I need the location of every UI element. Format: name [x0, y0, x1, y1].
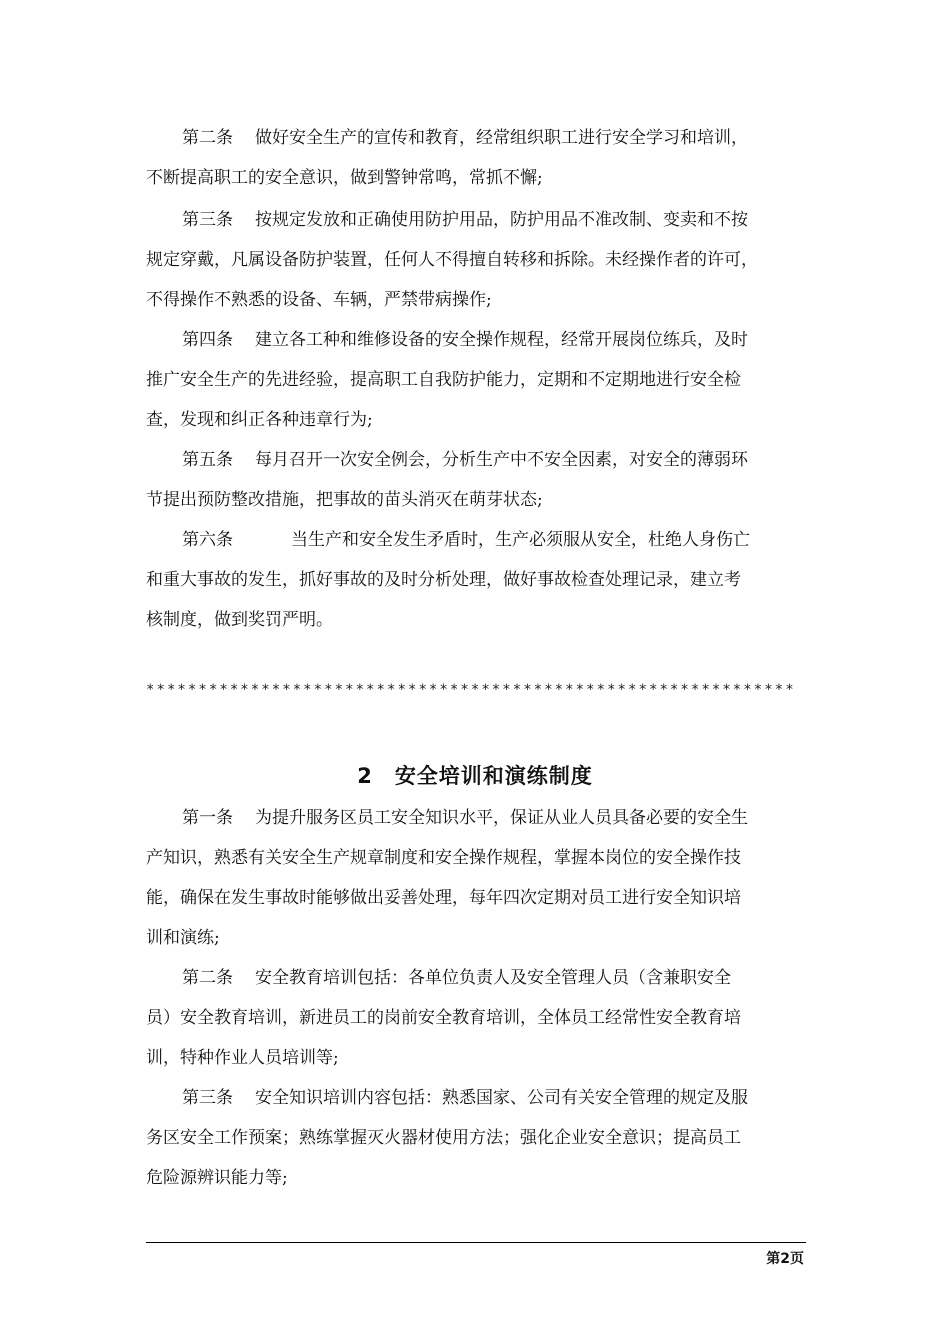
training-article-2: [146, 958, 806, 1078]
article-text-line: 为提升服务区员工安全知识水平，保证从业人员具备必要的安全生: [255, 808, 748, 828]
article-label: 第一条: [182, 808, 233, 828]
training-article-1: [146, 798, 806, 958]
article-2: [146, 118, 806, 198]
article-label: 第六条: [182, 530, 233, 550]
article-text-line: 产知识，熟悉有关安全生产规章制度和安全操作规程，掌握本岗位的安全操作技: [146, 848, 741, 868]
article-text-line: 做好安全生产的宣传和教育，经常组织职工进行安全学习和培训，: [255, 128, 748, 148]
article-text-line: 员）安全教育培训，新进员工的岗前安全教育培训，全体员工经常性安全教育培: [146, 1008, 741, 1028]
article-text-line: 不得操作不熟悉的设备、车辆，严禁带病操作;: [146, 290, 492, 310]
article-text-line: 和重大事故的发生，抓好事故的及时分析处理，做好事故检查处理记录，建立考: [146, 570, 741, 590]
article-text-line: 训，特种作业人员培训等;: [146, 1048, 339, 1068]
section-number: 2: [357, 764, 373, 788]
article-text-line: 按规定发放和正确使用防护用品，防护用品不准改制、变卖和不按: [255, 210, 748, 230]
section-heading: [0, 760, 950, 790]
article-text-line: 节提出预防整改措施，把事故的苗头消灭在萌芽状态;: [146, 490, 543, 510]
article-label: 第三条: [182, 1088, 233, 1108]
article-text-line: 建立各工种和维修设备的安全操作规程，经常开展岗位练兵，及时: [255, 330, 748, 350]
article-text-line: 危险源辨识能力等;: [146, 1168, 288, 1188]
article-text-line: 能，确保在发生事故时能够做出妥善处理，每年四次定期对员工进行安全知识培: [146, 888, 741, 908]
article-text-line: 推广安全生产的先进经验，提高职工自我防护能力，定期和不定期地进行安全检: [146, 370, 741, 390]
article-text-line: 不断提高职工的安全意识，做到警钟常鸣，常抓不懈;: [146, 168, 543, 188]
article-label: 第四条: [182, 330, 233, 350]
article-label: 第二条: [182, 968, 233, 988]
article-3: [146, 200, 806, 320]
article-text-line: 每月召开一次安全例会，分析生产中不安全因素，对安全的薄弱环: [255, 450, 748, 470]
section-title: 安全培训和演练制度: [394, 764, 593, 788]
footer-rule: [146, 1242, 806, 1243]
article-text-line: 核制度，做到奖罚严明。: [146, 610, 333, 630]
article-label: 第二条: [182, 128, 233, 148]
article-text-line: 当生产和安全发生矛盾时，生产必须服从安全，杜绝人身伤亡: [291, 530, 750, 550]
training-article-3: [146, 1078, 806, 1198]
article-5: [146, 440, 806, 520]
article-text-line: 务区安全工作预案；熟练掌握灭火器材使用方法；强化企业安全意识；提高员工: [146, 1128, 741, 1148]
article-6: [146, 520, 806, 640]
article-text-line: 查，发现和纠正各种违章行为;: [146, 410, 373, 430]
article-text-line: 安全教育培训包括：各单位负责人及安全管理人员（含兼职安全: [255, 968, 731, 988]
article-text-line: 规定穿戴，凡属设备防护装置，任何人不得擅自转移和拆除。未经操作者的许可，: [146, 250, 758, 270]
article-text-line: 训和演练;: [146, 928, 220, 948]
article-label: 第三条: [182, 210, 233, 230]
article-4: [146, 320, 806, 440]
asterisk-separator: **************************************************************: [146, 682, 796, 698]
page-number: 第2页: [766, 1251, 804, 1267]
article-text-line: 安全知识培训内容包括：熟悉国家、公司有关安全管理的规定及服: [255, 1088, 748, 1108]
article-label: 第五条: [182, 450, 233, 470]
